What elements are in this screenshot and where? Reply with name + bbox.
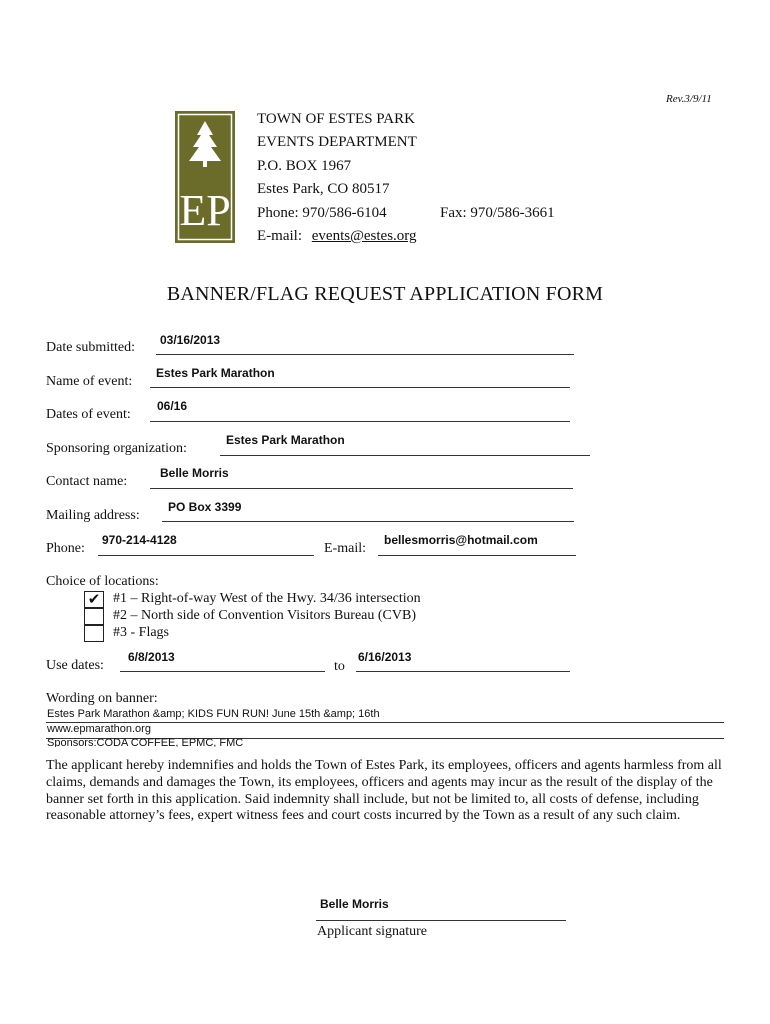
wording-label: Wording on banner: bbox=[46, 691, 158, 706]
mailing-value[interactable]: PO Box 3399 bbox=[168, 500, 242, 514]
location-2-checkbox[interactable] bbox=[84, 608, 104, 625]
email-field-value[interactable]: bellesmorris@hotmail.com bbox=[384, 533, 538, 547]
form-title: BANNER/FLAG REQUEST APPLICATION FORM bbox=[166, 283, 604, 305]
po-box: P.O. BOX 1967 bbox=[257, 158, 352, 174]
signature-value[interactable]: Belle Morris bbox=[320, 897, 389, 911]
contact-label: Contact name: bbox=[46, 474, 128, 489]
sponsor-label: Sponsoring organization: bbox=[46, 441, 187, 456]
use-dates-to-line bbox=[356, 671, 570, 672]
email-field-line bbox=[378, 555, 576, 556]
email-field-label: E-mail: bbox=[324, 541, 366, 556]
logo-letters: EP bbox=[179, 186, 231, 235]
phone-value[interactable]: 970-214-4128 bbox=[102, 533, 177, 547]
tree-icon bbox=[175, 111, 235, 243]
phone-label: Phone: bbox=[46, 541, 85, 556]
signature-line bbox=[316, 920, 566, 921]
city-state: Estes Park, CO 80517 bbox=[257, 181, 390, 197]
date-submitted-line bbox=[156, 354, 574, 355]
fax-number: Fax: 970/586-3661 bbox=[440, 205, 555, 221]
date-submitted-label: Date submitted: bbox=[46, 340, 136, 355]
sponsor-line bbox=[220, 455, 590, 456]
use-dates-from-line bbox=[120, 671, 325, 672]
use-dates-to-label: to bbox=[334, 659, 345, 674]
event-name-line bbox=[150, 387, 570, 388]
use-dates-label: Use dates: bbox=[46, 658, 104, 673]
org-name: TOWN OF ESTES PARK bbox=[257, 111, 415, 127]
contact-value[interactable]: Belle Morris bbox=[160, 466, 229, 480]
phone-line bbox=[98, 555, 314, 556]
location-3-checkbox[interactable] bbox=[84, 625, 104, 642]
dept-name: EVENTS DEPARTMENT bbox=[257, 134, 417, 150]
use-dates-from[interactable]: 6/8/2013 bbox=[128, 650, 175, 664]
email-label: E-mail: bbox=[257, 228, 302, 244]
location-1-text: #1 – Right-of-way West of the Hwy. 34/36 intersection bbox=[113, 591, 421, 606]
email-row bbox=[257, 225, 417, 249]
event-name-value[interactable]: Estes Park Marathon bbox=[156, 366, 275, 380]
locations-label: Choice of locations: bbox=[46, 574, 159, 589]
wording-line-3[interactable]: Sponsors:CODA COFFEE, EPMC, FMC bbox=[47, 737, 244, 747]
location-2-text: #2 – North side of Convention Visitors Bureau (CVB) bbox=[113, 608, 416, 623]
email-link[interactable]: events@estes.org bbox=[311, 228, 417, 244]
indemnity-paragraph: The applicant hereby indemnifies and holds the Town of Estes Park, its employees, officers and agents harmless from all claims, demands and damages the Town, its employees, officers and agents may incur as the result of the display of the banner set forth in this application. Said indemnity shall include, but not be limited to, all costs of defense, including reasonable attorney’s fees, expert witness fees and court costs incurred by the Town as a result of any such claim. bbox=[46, 758, 722, 824]
phone-number: Phone: 970/586-6104 bbox=[257, 205, 387, 221]
sponsor-value[interactable]: Estes Park Marathon bbox=[226, 433, 345, 447]
event-name-label: Name of event: bbox=[46, 374, 133, 389]
signature-label: Applicant signature bbox=[317, 924, 428, 939]
wording-line-3-clip bbox=[46, 737, 346, 747]
mailing-line bbox=[162, 521, 574, 522]
event-dates-value[interactable]: 06/16 bbox=[157, 399, 188, 413]
use-dates-to[interactable]: 6/16/2013 bbox=[358, 650, 412, 664]
wording-line-1[interactable]: Estes Park Marathon &amp; KIDS FUN RUN! June 15th &amp; 16th bbox=[47, 708, 380, 720]
revision-note: Rev.3/9/11 bbox=[666, 93, 712, 105]
contact-line bbox=[150, 488, 573, 489]
town-logo bbox=[175, 111, 235, 243]
location-1-checkbox[interactable]: ✔ bbox=[84, 591, 104, 608]
event-dates-line bbox=[150, 421, 570, 422]
wording-line-2[interactable]: www.epmarathon.org bbox=[47, 723, 151, 735]
mailing-label: Mailing address: bbox=[46, 508, 140, 523]
event-dates-label: Dates of event: bbox=[46, 407, 131, 422]
date-submitted-value[interactable]: 03/16/2013 bbox=[160, 333, 221, 347]
location-3-text: #3 - Flags bbox=[113, 625, 169, 640]
